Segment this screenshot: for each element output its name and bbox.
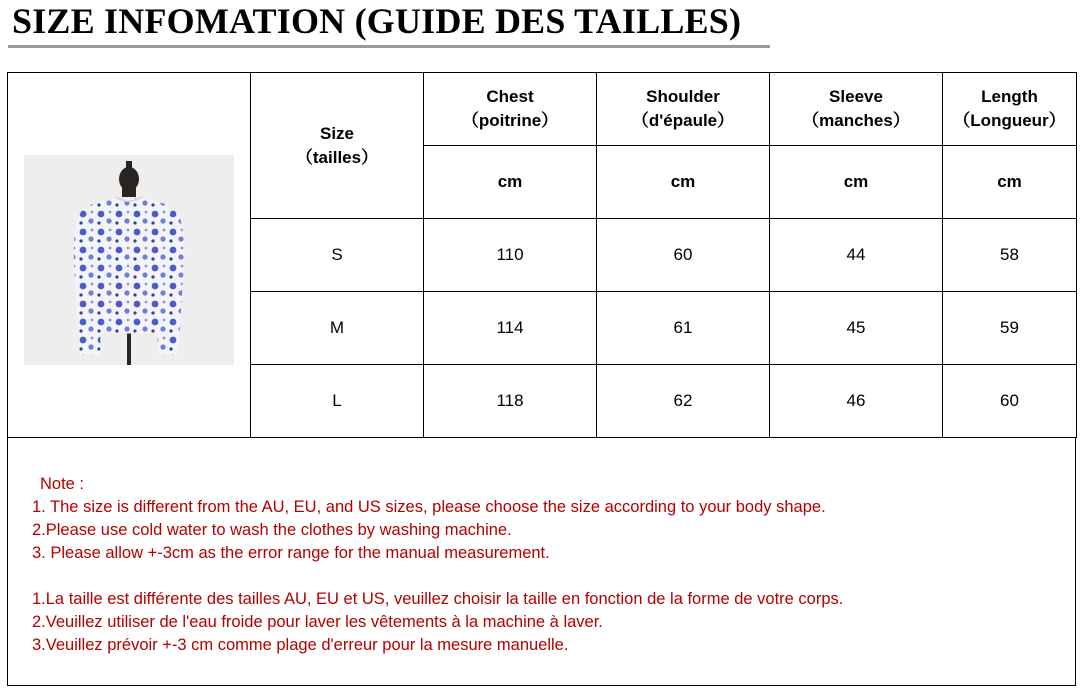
shoulder-header (597, 73, 770, 146)
chest-value: 118 (424, 365, 597, 438)
sleeve-header (770, 73, 943, 146)
page-title: SIZE INFOMATION (GUIDE DES TAILLES) (12, 1, 742, 41)
size-header-en: Size (319, 123, 355, 143)
sleeve-header-fr: （manches） (802, 111, 910, 130)
note-fr-3: 3.Veuillez prévoir +-3 cm comme plage d'erreur pour la mesure manuelle. (32, 636, 569, 654)
size-chart-table (7, 72, 1077, 438)
length-unit: cm (943, 146, 1077, 219)
chest-header-fr: （poitrine） (461, 111, 559, 130)
size-header (251, 73, 424, 219)
length-header-fr: （Longueur） (953, 111, 1066, 130)
note-en-3: 3. Please allow +-3cm as the error range for the manual measurement. (32, 544, 550, 562)
length-value: 59 (943, 292, 1077, 365)
sleeve-value: 45 (770, 292, 943, 365)
note-spacer (32, 565, 843, 588)
shoulder-value: 60 (597, 219, 770, 292)
chest-header-en: Chest (486, 87, 534, 106)
note-en-1: 1. The size is different from the AU, EU, and US sizes, please choose the size according to your body shape. (32, 498, 826, 516)
product-photo-cell (8, 73, 251, 438)
length-header (943, 73, 1077, 146)
sleeve-value: 46 (770, 365, 943, 438)
chest-value: 110 (424, 219, 597, 292)
size-cell: M (251, 292, 424, 365)
chest-header (424, 73, 597, 146)
length-value: 58 (943, 219, 1077, 292)
sleeve-value: 44 (770, 219, 943, 292)
shoulder-value: 61 (597, 292, 770, 365)
note-fr-2: 2.Veuillez utiliser de l'eau froide pour laver les vêtements à la machine à laver. (32, 613, 603, 631)
size-cell: L (251, 365, 424, 438)
product-photo (24, 155, 234, 365)
shoulder-header-fr: （d'épaule） (631, 111, 735, 130)
shoulder-value: 62 (597, 365, 770, 438)
note-fr-1: 1.La taille est différente des tailles AU, EU et US, veuillez choisir la taille en fonction de la forme de votre corps. (32, 590, 844, 608)
size-header-fr: （tailles） (295, 147, 379, 167)
title-underline (8, 45, 770, 48)
shoulder-unit: cm (597, 146, 770, 219)
length-value: 60 (943, 365, 1077, 438)
chest-unit: cm (424, 146, 597, 219)
sleeve-header-en: Sleeve (829, 87, 883, 106)
length-header-en: Length (981, 87, 1038, 106)
sleeve-unit: cm (770, 146, 943, 219)
size-cell: S (251, 219, 424, 292)
shoulder-header-en: Shoulder (646, 87, 720, 106)
notes-text (32, 473, 843, 657)
floral-blouse-icon (24, 155, 234, 365)
chest-value: 114 (424, 292, 597, 365)
note-en-2: 2.Please use cold water to wash the clothes by washing machine. (32, 521, 512, 539)
note-heading: Note : (40, 475, 85, 493)
